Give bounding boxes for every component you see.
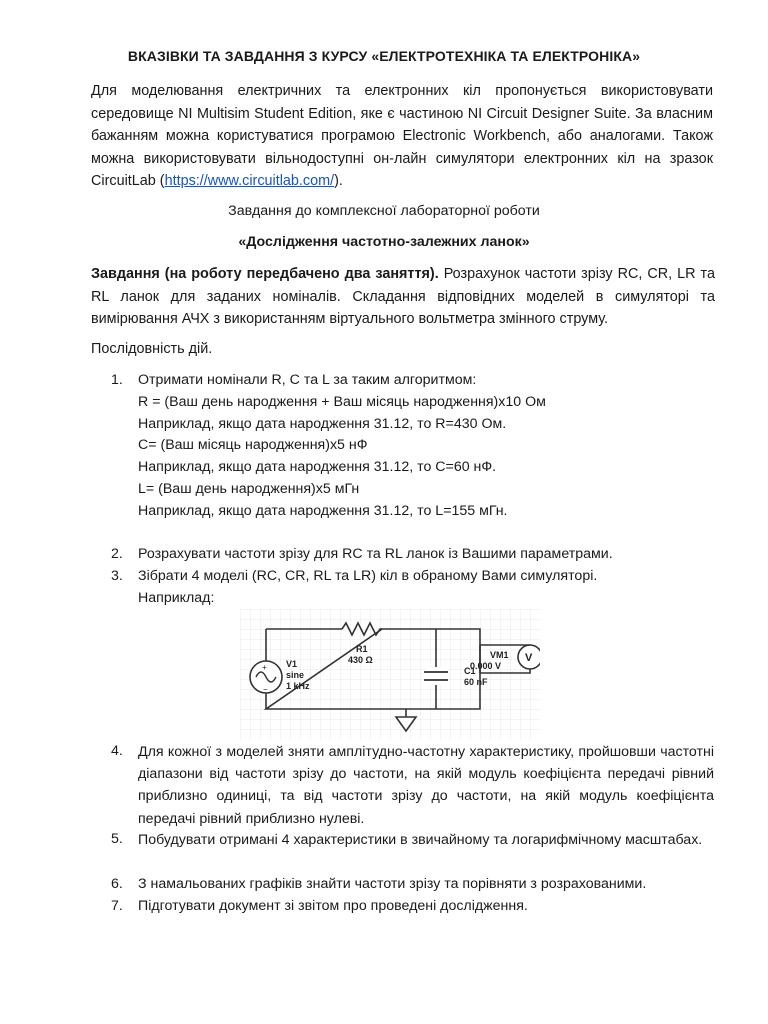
task-paragraph [91, 263, 715, 331]
v1-type: sine [286, 670, 305, 680]
item-1-line-3: C= (Ваш місяць народження)x5 нФ [138, 437, 368, 453]
intro-end: ). [334, 173, 343, 189]
task-bold: Завдання (на роботу передбачено два заняття). [91, 266, 439, 282]
item-4-text: Для кожної з моделей зняти амплітудно-частотну характеристику, пройшовши частотні діапазони від частоти зрізу до частоти, на якій модуль коефіцієнта передачі рівний приблизно одиниці, та від частоти зрізу до частоти, на якій модуль коефіцієнта передачі рівний приблизно нулеві. [138, 744, 714, 827]
item-1-line-0: Отримати номінали R, C та L за таким алгоритмом: [138, 372, 477, 388]
item-2-number: 2. [111, 546, 123, 562]
v1-name: V1 [286, 659, 298, 669]
item-6-text: З намальованих графіків знайти частоти зрізу та порівняти з розрахованими. [138, 876, 647, 892]
circuit-diagram [240, 609, 540, 739]
item-1-line-6: Наприклад, якщо дата народження 31.12, то L=155 мГн. [138, 503, 508, 519]
item-7-number: 7. [111, 898, 123, 914]
item-5-text: Побудувати отримані 4 характеристики в звичайному та логарифмічному масштабах. [138, 832, 703, 848]
v1-minus: − [263, 685, 268, 694]
item-1-line-4: Наприклад, якщо дата народження 31.12, то C=60 нФ. [138, 459, 497, 475]
c1-value: 60 nF [464, 677, 488, 687]
item-4-number: 4. [111, 743, 123, 759]
r1-name: R1 [356, 644, 368, 654]
item-6-number: 6. [111, 876, 123, 892]
item-3-example: Наприклад: [138, 590, 215, 606]
work-title: «Дослідження частотно-залежних ланок» [238, 234, 530, 250]
item-1-line-2: Наприклад, якщо дата народження 31.12, то R=430 Ом. [138, 416, 507, 432]
item-2-text: Розрахувати частоти зрізу для RC та RL ланок із Вашими параметрами. [138, 546, 613, 562]
vm1-name: VM1 [490, 650, 509, 660]
lab-subtitle: Завдання до комплексної лабораторної роботи [228, 203, 540, 219]
document-title: ВКАЗІВКИ ТА ЗАВДАННЯ З КУРСУ «ЕЛЕКТРОТЕХНІКА ТА ЕЛЕКТРОНІКА» [127, 48, 641, 64]
v1-plus: + [262, 663, 267, 672]
vm1-value: 0.000 V [470, 661, 502, 671]
item-3-text: Зібрати 4 моделі (RC, CR, RL та LR) кіл в обраному Вами симуляторі. [138, 568, 598, 584]
intro-paragraph [91, 80, 713, 193]
item-1-line-5: L= (Ваш день народження)x5 мГн [138, 481, 360, 497]
item-1-number: 1. [111, 372, 123, 388]
r1-value: 430 Ω [348, 655, 373, 665]
v1-frequency: 1 kHz [286, 681, 310, 691]
item-1-line-1: R = (Ваш день народження + Ваш місяць народження)x10 Ом [138, 394, 546, 410]
item-3-number: 3. [111, 568, 123, 584]
vm1-symbol: V [525, 652, 533, 664]
c1-name: C1 [464, 666, 476, 676]
item-5-number: 5. [111, 831, 123, 847]
intro-text: Для моделювання електричних та електронних кіл пропонується використовувати середовище NI Multisim Student Edition, яке є частиною NI Circuit Designer Suite. За власним бажанням можна користуватися програмою Electronic Workbench, або аналогами. Також можна використовувати вільнодоступні он-лайн симулятори електронних кіл на зразок CircuitLab ( [91, 83, 713, 189]
item-7-text: Підготувати документ зі звітом про проведені дослідження. [138, 898, 528, 914]
task-text: Розрахунок частоти зрізу RC, CR, LR та RL ланок для заданих номіналів. Складання відповідних моделей в симуляторі та вимірювання АЧХ з використанням віртуального вольтметра змінного струму. [91, 266, 715, 327]
circuitlab-link[interactable]: https://www.circuitlab.com/ [164, 173, 335, 189]
sequence-label: Послідовність дій. [91, 341, 213, 357]
